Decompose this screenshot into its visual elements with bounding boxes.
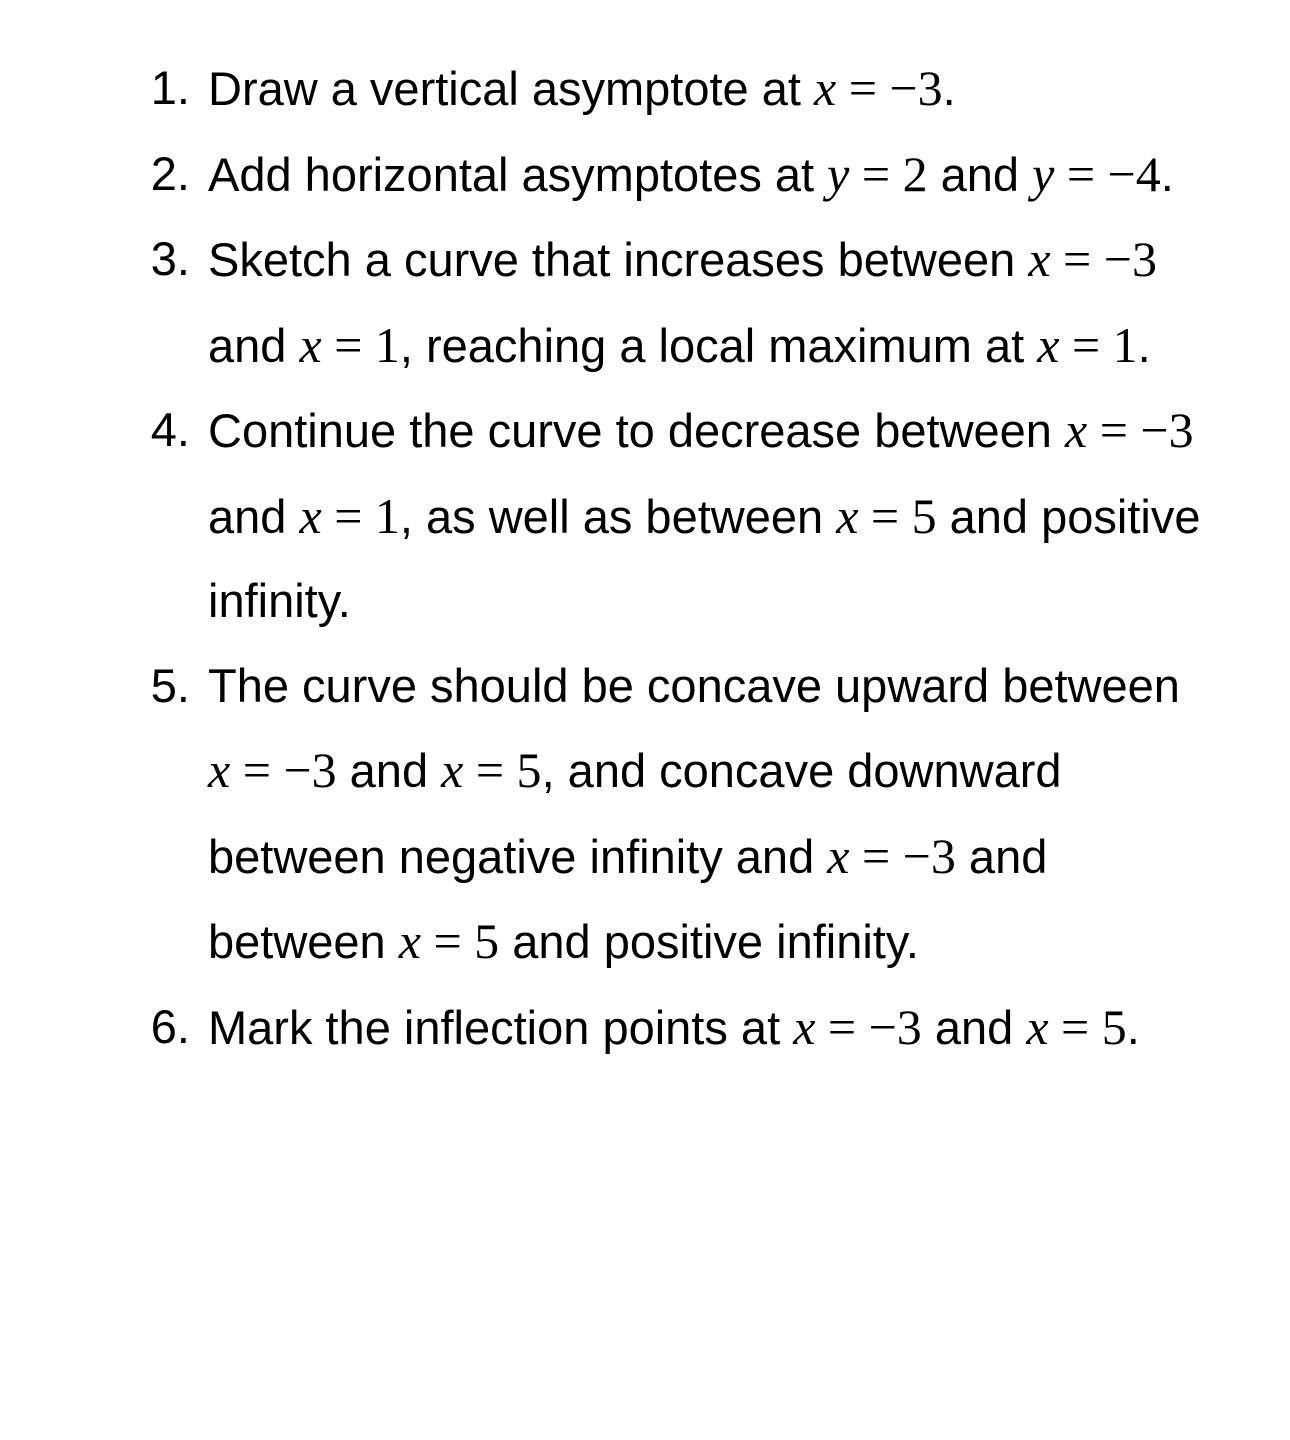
text-run: .	[1137, 318, 1151, 372]
math-value: = −3	[849, 827, 956, 884]
text-run: Add horizontal asymptotes at	[208, 147, 828, 201]
text-run: and	[336, 744, 442, 797]
math-variable: x	[836, 487, 859, 544]
math-variable: x	[208, 742, 231, 798]
math-value: = −3	[1050, 231, 1157, 287]
step-number: 2.	[150, 146, 190, 200]
step-text	[208, 217, 1218, 388]
step-text	[208, 985, 1218, 1071]
list-item	[0, 46, 1290, 132]
math-value: = 2	[849, 145, 928, 202]
step-number: 3.	[150, 232, 190, 285]
math-expression	[299, 488, 399, 544]
step-number: 1.	[150, 61, 190, 114]
math-expression	[827, 828, 956, 884]
math-variable: x	[793, 998, 816, 1055]
math-expression	[441, 742, 541, 798]
math-expression	[827, 146, 927, 202]
step-text	[208, 132, 1218, 218]
math-value: = 5	[1048, 998, 1127, 1055]
list-item	[0, 217, 1290, 388]
math-value: = 1	[321, 316, 400, 373]
math-variable: x	[398, 913, 421, 969]
math-expression	[793, 999, 922, 1055]
math-value: = 5	[858, 487, 937, 544]
text-run: Continue the curve to decrease between	[208, 404, 1065, 457]
text-run: and	[921, 1000, 1027, 1054]
text-run: , reaching a local maximum at	[399, 318, 1038, 372]
math-variable: x	[827, 827, 850, 884]
math-expression	[299, 317, 399, 373]
list-item	[0, 985, 1290, 1071]
text-run: .	[1126, 1000, 1140, 1054]
text-run: , and concave downward between negative infinity and	[208, 744, 1062, 883]
math-value: = −3	[230, 742, 337, 798]
math-value: = −3	[815, 998, 922, 1055]
math-variable: x	[1026, 998, 1049, 1055]
math-variable: x	[1065, 402, 1088, 458]
step-number: 6.	[150, 999, 190, 1053]
text-run: and	[208, 318, 300, 372]
text-run: and between	[208, 829, 1048, 968]
math-value: = 1	[321, 487, 400, 544]
text-run: .	[1160, 147, 1174, 201]
step-text	[208, 644, 1218, 985]
list-item	[0, 132, 1290, 218]
math-variable: x	[299, 487, 322, 544]
step-text	[208, 388, 1218, 644]
math-value: = −3	[836, 60, 943, 116]
text-run: and positive infinity.	[499, 915, 919, 968]
math-variable: x	[441, 742, 464, 798]
math-value: = −4	[1054, 145, 1161, 202]
math-expression	[1026, 999, 1126, 1055]
text-run: The curve should be concave upward between	[208, 658, 1180, 712]
math-expression	[814, 60, 943, 116]
text-run: Mark the inflection points at	[208, 1000, 794, 1054]
math-value: = −3	[1087, 402, 1194, 458]
math-variable: x	[814, 60, 837, 116]
text-run: and	[927, 147, 1033, 201]
math-variable: x	[1028, 231, 1051, 287]
text-run: and	[208, 489, 300, 543]
math-expression	[1065, 402, 1194, 458]
text-run: and positive infinity.	[208, 489, 1201, 627]
text-run: .	[942, 62, 956, 115]
math-expression	[208, 742, 337, 798]
list-item	[0, 388, 1290, 644]
math-value: = 5	[420, 913, 500, 969]
text-run: , as well as between	[399, 489, 837, 543]
text-run: Sketch a curve that increases between	[208, 233, 1029, 286]
math-expression	[399, 913, 499, 969]
math-variable: y	[1032, 145, 1055, 202]
step-number: 5.	[150, 658, 190, 712]
list-item	[0, 644, 1290, 985]
math-variable: x	[1037, 316, 1060, 373]
math-expression	[836, 488, 936, 544]
math-expression	[1037, 317, 1137, 373]
math-value: = 5	[463, 742, 542, 798]
step-number: 4.	[150, 403, 190, 456]
math-expression	[1028, 231, 1157, 287]
step-text	[208, 46, 1218, 132]
math-expression	[1032, 146, 1161, 202]
text-run: Draw a vertical asymptote at	[208, 62, 814, 115]
math-variable: y	[827, 145, 850, 202]
math-variable: x	[299, 316, 322, 373]
math-value: = 1	[1059, 316, 1138, 373]
instruction-list	[0, 46, 1290, 1070]
